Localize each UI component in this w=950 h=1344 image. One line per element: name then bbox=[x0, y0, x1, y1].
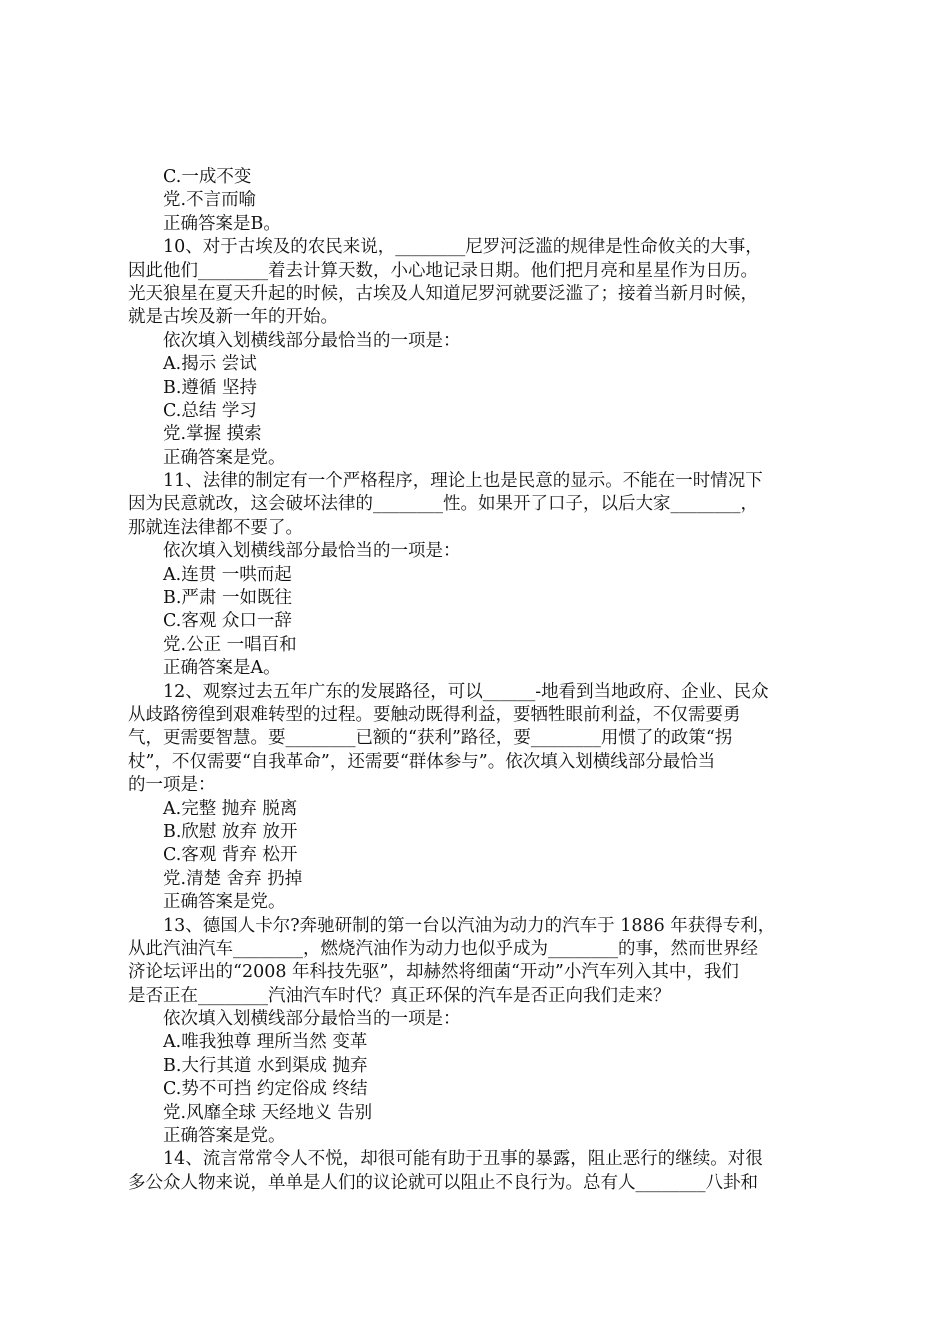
q10-option-a: A.揭示 尝试 bbox=[163, 354, 257, 375]
q10-option-c: C.总结 学习 bbox=[163, 400, 257, 421]
q13-stem-line: 从此汽油汽车________，燃烧汽油作为动力也似乎成为________的事，然而世界经 bbox=[128, 938, 758, 959]
q12-option-c: C.客观 背弃 松开 bbox=[163, 845, 298, 866]
q13-stem-line: 是否正在________汽油汽车时代？真正环保的汽车是否正向我们走来？ bbox=[128, 985, 671, 1006]
q13-option-a: A.唯我独尊 理所当然 变革 bbox=[163, 1032, 368, 1053]
q11-stem-line: 11、法律的制定有一个严格程序，理论上也是民意的显示。不能在一时情况下 bbox=[163, 471, 763, 492]
q10-stem-line: 因此他们________着去计算天数，小心地记录日期。他们把月亮和星星作为日历。 bbox=[128, 260, 758, 281]
q12-stem-line: 从歧路徬徨到艰难转型的过程。要触动既得利益，要牺牲眼前利益，不仅需要勇 bbox=[128, 704, 741, 725]
q10-option-b: B.遵循 坚持 bbox=[163, 377, 257, 398]
q10-answer: 正确答案是党。 bbox=[163, 447, 286, 468]
q12-option-a: A.完整 抛弃 脱离 bbox=[163, 798, 298, 819]
q10-stem-line: 光天狼星在夏天升起的时候，古埃及人知道尼罗河就要泛滥了；接着当新月时候， bbox=[128, 283, 758, 304]
q9-option-c: C.一成不变 bbox=[163, 167, 252, 187]
q11-stem-line: 那就连法律都不要了。 bbox=[128, 517, 303, 538]
q13-stem-line: 济论坛评出的“2008 年科技先驱”，却赫然将细菌“开动”小汽车列入其中，我们 bbox=[128, 962, 739, 983]
q12-stem-line: 12、观察过去五年广东的发展路径，可以______-地看到当地政府、企业、民众 bbox=[163, 681, 769, 702]
q14-stem-line: 多公众人物来说，单单是人们的议论就可以阻止不良行为。总有人________八卦和 bbox=[128, 1172, 758, 1193]
q13-option-c: C.势不可挡 约定俗成 终结 bbox=[163, 1079, 368, 1100]
q12-stem-line: 气，更需要智慧。要________已额的“获利”路径，要________用惯了的政策“拐 bbox=[128, 728, 733, 749]
q12-option-b: B.欣慰 放弃 放开 bbox=[163, 821, 298, 842]
q10-prompt: 依次填入划横线部分最恰当的一项是： bbox=[163, 330, 461, 351]
q12-answer: 正确答案是党。 bbox=[163, 892, 286, 913]
q13-prompt: 依次填入划横线部分最恰当的一项是： bbox=[163, 1009, 461, 1030]
q13-stem-line: 13、德国人卡尔?奔驰研制的第一台以汽油为动力的汽车于 1886 年获得专利， bbox=[163, 915, 776, 936]
q9-answer: 正确答案是B。 bbox=[163, 213, 281, 234]
q12-stem-line: 的一项是： bbox=[128, 775, 216, 796]
q11-option-a: A.连贯 一哄而起 bbox=[163, 564, 292, 585]
q11-answer: 正确答案是A。 bbox=[163, 658, 281, 679]
document-body bbox=[128, 166, 828, 1195]
q11-option-d: 党.公正 一唱百和 bbox=[163, 634, 297, 655]
q11-stem-line: 因为民意就改，这会破坏法律的________性。如果开了口子，以后大家________， bbox=[128, 494, 758, 515]
q11-prompt: 依次填入划横线部分最恰当的一项是： bbox=[163, 541, 461, 562]
q14-stem-line: 14、流言常常令人不悦，却很可能有助于丑事的暴露，阻止恶行的继续。对很 bbox=[163, 1149, 763, 1170]
q13-option-d: 党.风靡全球 天经地义 告别 bbox=[163, 1102, 373, 1123]
q11-option-c: C.客观 众口一辞 bbox=[163, 611, 292, 632]
q12-stem-line: 杖”，不仅需要“自我革命”，还需要“群体参与”。依次填入划横线部分最恰当 bbox=[128, 751, 716, 772]
q10-stem-line: 10、对于古埃及的农民来说，________尼罗河泛滥的规律是性命攸关的大事， bbox=[163, 237, 763, 258]
q10-option-d: 党.掌握 摸索 bbox=[163, 424, 262, 445]
q11-option-b: B.严肃 一如既往 bbox=[163, 588, 292, 609]
q9-option-d: 党.不言而喻 bbox=[163, 190, 257, 211]
q10-stem-line: 就是古埃及新一年的开始。 bbox=[128, 307, 338, 328]
q12-option-d: 党.清楚 舍弃 扔掉 bbox=[163, 868, 303, 889]
q13-answer: 正确答案是党。 bbox=[163, 1126, 286, 1147]
q13-option-b: B.大行其道 水到渠成 抛弃 bbox=[163, 1055, 368, 1076]
